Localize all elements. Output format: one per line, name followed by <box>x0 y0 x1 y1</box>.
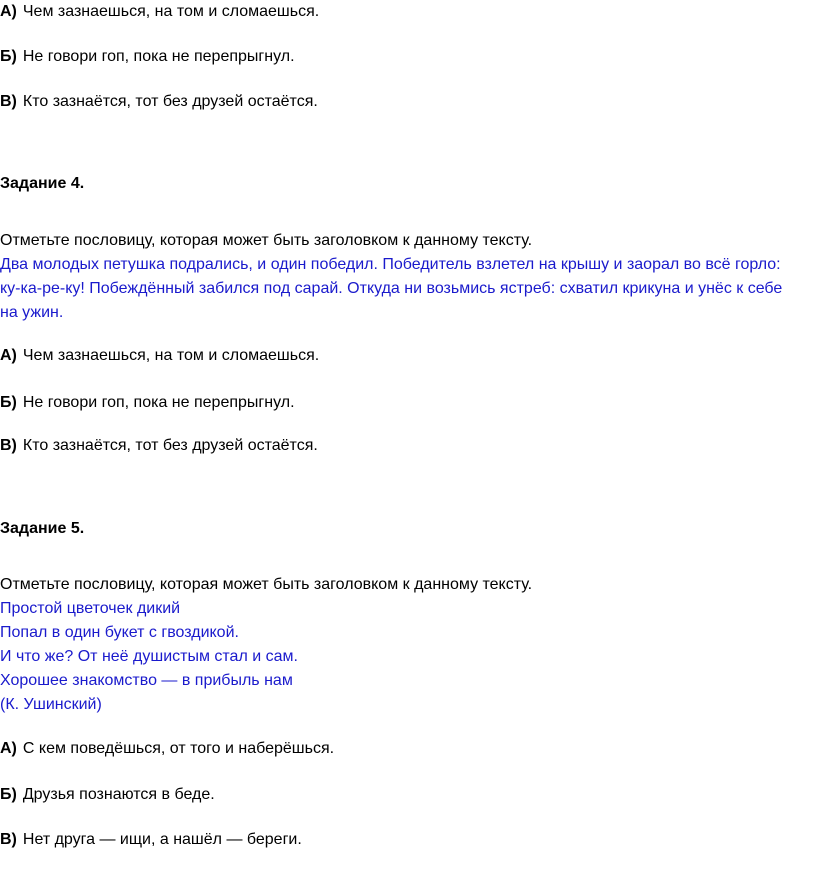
option-text: Не говори гоп, пока не перепрыгнул. <box>22 48 295 65</box>
poem-author: (К. Ушинский) <box>0 696 102 713</box>
option-text: Нет друга — ищи, а нашёл — береги. <box>22 831 302 848</box>
option-text: С кем поведёшься, от того и наберёшься. <box>22 740 335 757</box>
option-letter: Б) <box>0 48 17 65</box>
option-letter: А) <box>0 740 17 757</box>
block1-option-a[interactable] <box>0 0 319 24</box>
poem-line: И что же? От неё душистым стал и сам. <box>0 648 298 665</box>
story-line: на ужин. <box>0 304 64 321</box>
task5-option-b[interactable] <box>0 783 215 807</box>
task4-instruction: Отметьте пословицу, которая может быть заголовком к данному тексту. <box>0 232 533 249</box>
option-letter: В) <box>0 831 17 848</box>
option-text: Не говори гоп, пока не перепрыгнул. <box>22 394 295 411</box>
option-text: Кто зазнаётся, тот без друзей остаётся. <box>22 93 318 110</box>
option-letter: А) <box>0 3 17 20</box>
poem-line: Попал в один букет с гвоздикой. <box>0 624 239 641</box>
block1-option-c[interactable] <box>0 90 318 114</box>
story-line: Два молодых петушка подрались, и один победил. Победитель взлетел на крышу и заорал во всё горло: <box>0 256 781 273</box>
option-letter: В) <box>0 437 17 454</box>
block1-option-b[interactable] <box>0 45 295 69</box>
option-letter: Б) <box>0 394 17 411</box>
task5-poem <box>0 597 816 717</box>
option-letter: Б) <box>0 786 17 803</box>
task4-option-c[interactable] <box>0 434 318 458</box>
task5-option-a[interactable] <box>0 737 334 761</box>
task4-option-b[interactable] <box>0 391 295 415</box>
task5-heading: Задание 5. <box>0 520 85 537</box>
option-text: Друзья познаются в беде. <box>22 786 215 803</box>
task4-story <box>0 253 816 325</box>
story-line: ку-ка-ре-ку! Побеждённый забился под сарай. Откуда ни возьмись ястреб: схватил крикуна и унёс к себе <box>0 280 783 297</box>
option-text: Кто зазнаётся, тот без друзей остаётся. <box>22 437 318 454</box>
option-text: Чем зазнаешься, на том и сломаешься. <box>22 3 320 20</box>
poem-line: Простой цветочек дикий <box>0 600 181 617</box>
option-text: Чем зазнаешься, на том и сломаешься. <box>22 347 320 364</box>
task4-heading: Задание 4. <box>0 175 85 192</box>
option-letter: А) <box>0 347 17 364</box>
poem-line: Хорошее знакомство — в прибыль нам <box>0 672 293 689</box>
task5-instruction: Отметьте пословицу, которая может быть заголовком к данному тексту. <box>0 576 533 593</box>
option-letter: В) <box>0 93 17 110</box>
task5-option-c[interactable] <box>0 828 302 852</box>
task4-option-a[interactable] <box>0 344 319 368</box>
